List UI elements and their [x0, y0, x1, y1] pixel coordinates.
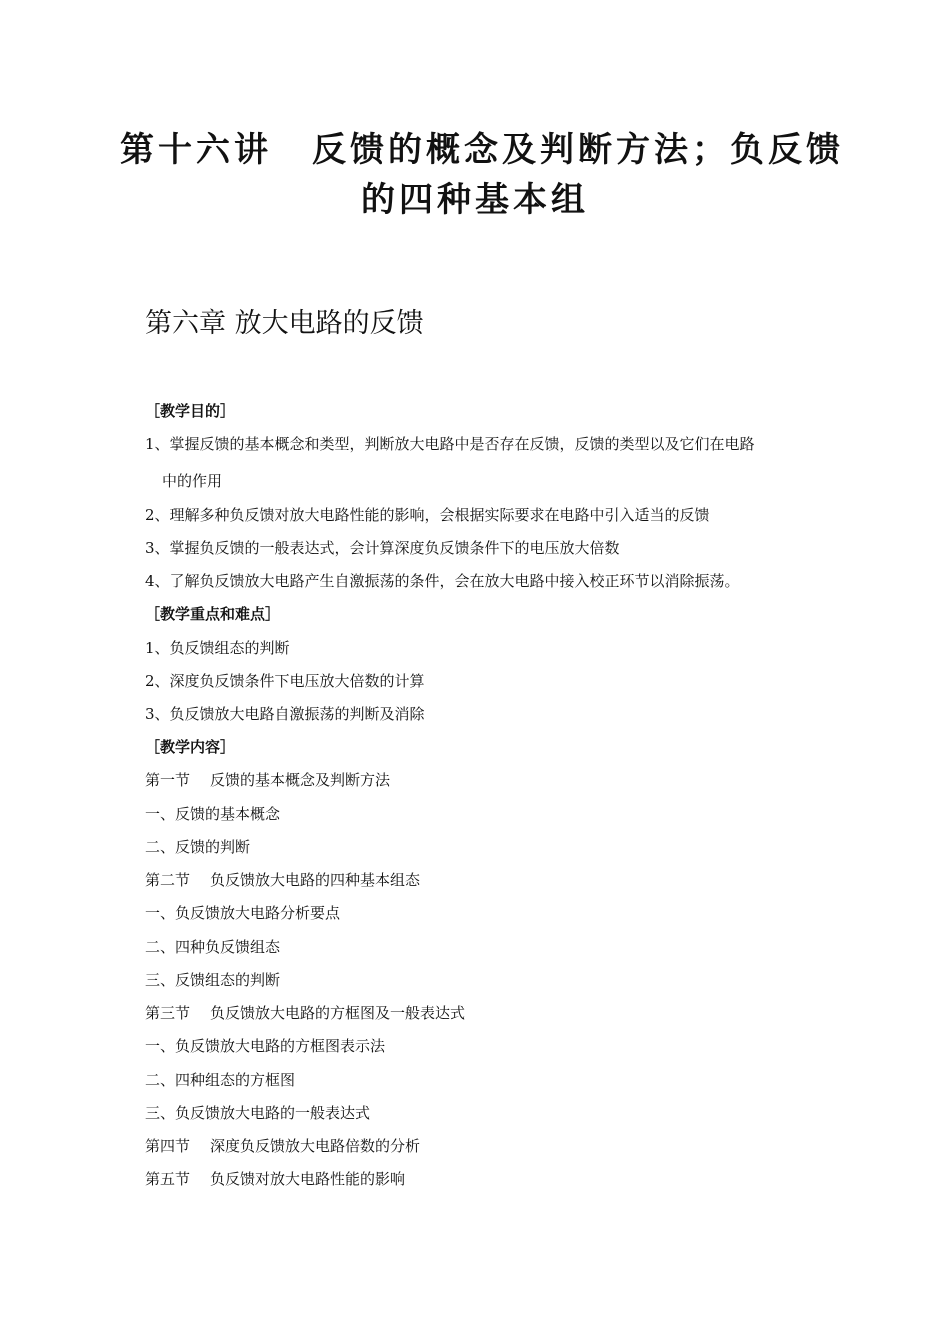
objective-item-1: 1、掌握反馈的基本概念和类型，判断放大电路中是否存在反馈，反馈的类型以及它们在电路 — [145, 435, 755, 453]
key-point-item-2: 2、深度负反馈条件下电压放大倍数的计算 — [145, 672, 425, 690]
section-5-label: 第五节 — [145, 1170, 191, 1188]
lecture-title-line-2: 的四种基本组 — [361, 180, 589, 220]
chapter-heading: 第六章 放大电路的反馈 — [145, 308, 424, 339]
section-4-title: 深度负反馈放大电路倍数的分析 — [210, 1137, 421, 1155]
objective-item-2: 2、理解多种负反馈对放大电路性能的影响，会根据实际要求在电路中引入适当的反馈 — [145, 506, 710, 524]
section-3-heading — [145, 1003, 465, 1023]
section-1-label: 第一节 — [145, 771, 191, 789]
key-points-heading: ［教学重点和难点］ — [145, 605, 281, 623]
section-1-heading — [145, 770, 390, 790]
section-1-item-2: 二、反馈的判断 — [145, 838, 251, 856]
section-2-item-2: 二、四种负反馈组态 — [145, 938, 281, 956]
lecture-topic: 反馈的概念及判断方法；负反馈 — [312, 130, 844, 170]
content-heading: ［教学内容］ — [145, 738, 236, 756]
section-5-heading — [145, 1169, 405, 1189]
section-4-label: 第四节 — [145, 1137, 191, 1155]
section-3-item-2: 二、四种组态的方框图 — [145, 1071, 296, 1089]
section-2-item-3: 三、反馈组态的判断 — [145, 971, 281, 989]
section-2-label: 第二节 — [145, 871, 191, 889]
section-2-heading — [145, 870, 420, 890]
section-2-item-1: 一、负反馈放大电路分析要点 — [145, 904, 341, 922]
lecture-number: 第十六讲 — [120, 130, 272, 170]
section-3-item-3: 三、负反馈放大电路的一般表达式 — [145, 1104, 371, 1122]
section-2-title: 负反馈放大电路的四种基本组态 — [210, 871, 421, 889]
section-4-heading — [145, 1136, 420, 1156]
objective-item-3: 3、掌握负反馈的一般表达式，会计算深度负反馈条件下的电压放大倍数 — [145, 539, 620, 557]
key-point-item-1: 1、负反馈组态的判断 — [145, 639, 290, 657]
section-1-item-1: 一、反馈的基本概念 — [145, 805, 281, 823]
section-3-item-1: 一、负反馈放大电路的方框图表示法 — [145, 1037, 386, 1055]
section-5-title: 负反馈对放大电路性能的影响 — [210, 1170, 406, 1188]
lecture-title-line-1 — [120, 130, 844, 170]
objective-item-4: 4、了解负反馈放大电路产生自激振荡的条件，会在放大电路中接入校正环节以消除振荡。 — [145, 572, 740, 590]
objective-item-1-continued: 中的作用 — [162, 472, 223, 490]
objectives-heading: ［教学目的］ — [145, 402, 236, 420]
section-3-title: 负反馈放大电路的方框图及一般表达式 — [210, 1004, 466, 1022]
section-3-label: 第三节 — [145, 1004, 191, 1022]
section-1-title: 反馈的基本概念及判断方法 — [210, 771, 391, 789]
key-point-item-3: 3、负反馈放大电路自激振荡的判断及消除 — [145, 705, 425, 723]
